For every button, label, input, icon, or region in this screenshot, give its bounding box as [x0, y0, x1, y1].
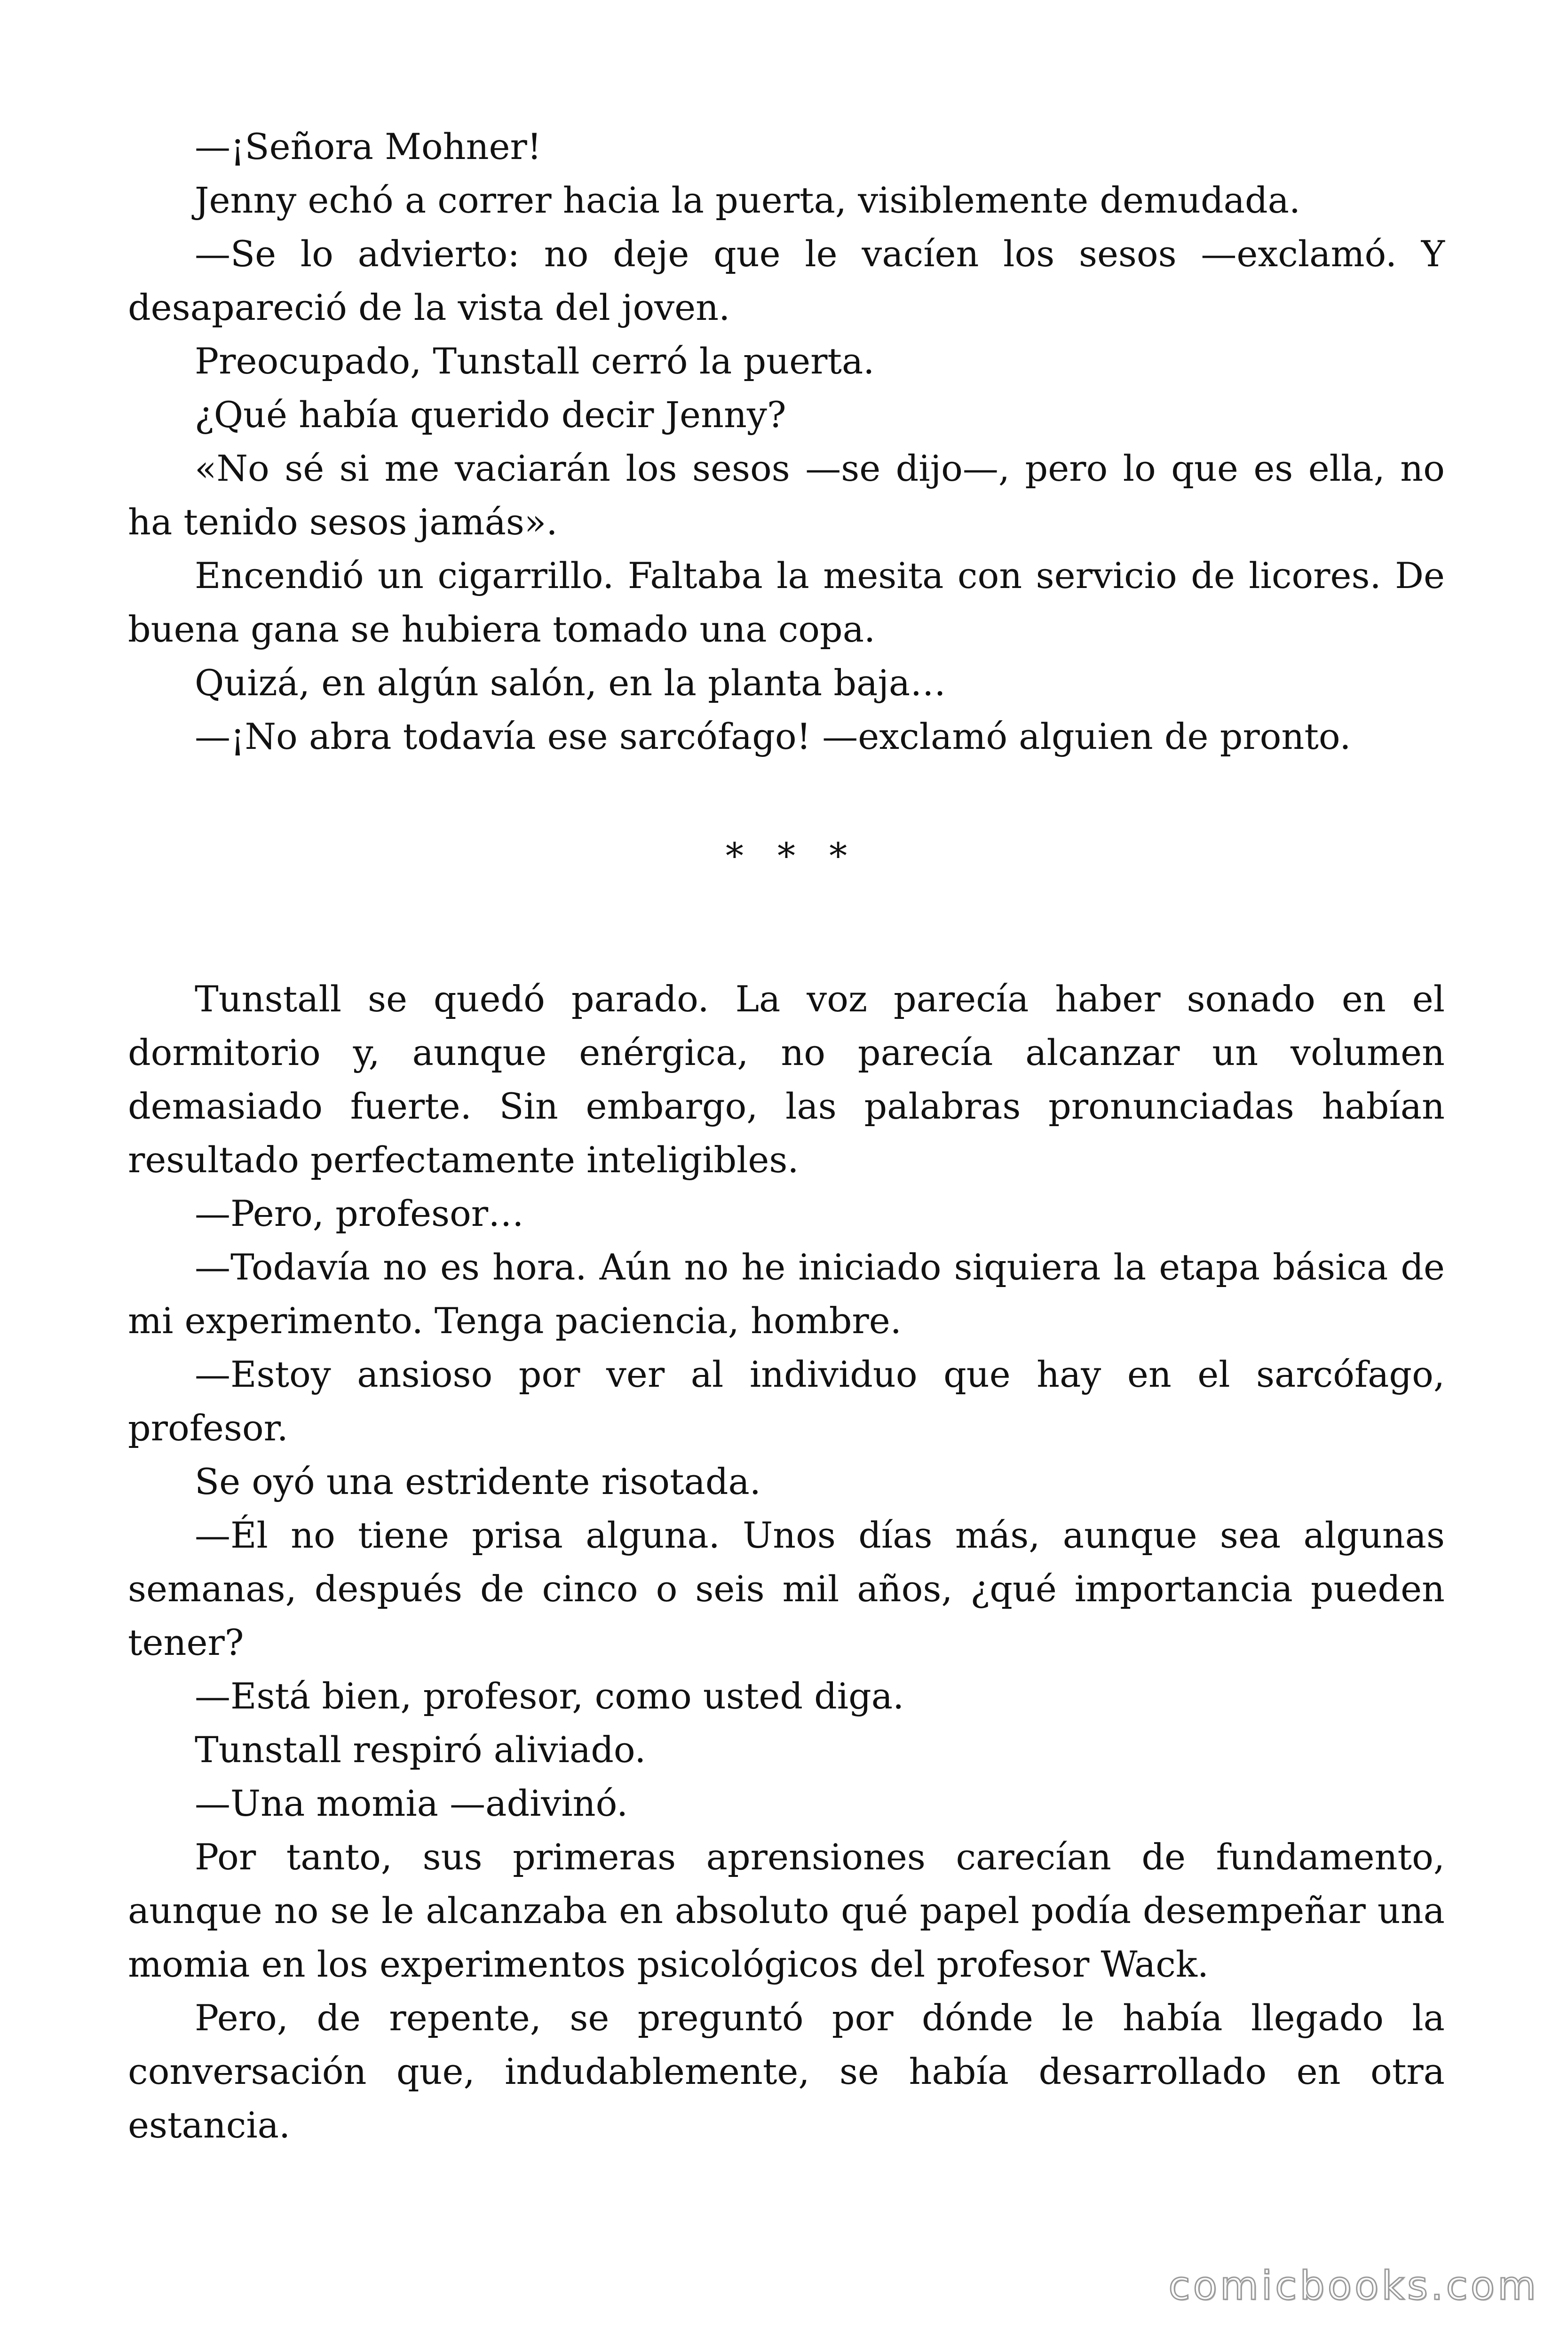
paragraph: Quizá, en algún salón, en la planta baja… — [195, 662, 946, 704]
paragraph: —¡No abra todavía ese sarcófago! —exclamó alguien de pronto. — [195, 715, 1351, 757]
paragraph: —Está bien, profesor, como usted diga. — [195, 1675, 904, 1717]
paragraph: ¿Qué había querido decir Jenny? — [195, 394, 786, 436]
paragraph: —¡Señora Mohner! — [195, 126, 542, 167]
paragraph: «No sé si me vaciarán los sesos —se dijo—, pero lo que es ella, no ha tenido sesos jamás». — [128, 447, 1445, 543]
paragraph: —Estoy ansioso por ver al individuo que hay en el sarcófago, profesor. — [128, 1353, 1445, 1449]
paragraph: —Él no tiene prisa alguna. Unos días más, aunque sea algunas semanas, después de cinco o seis mil años, ¿qué importancia pueden tener? — [128, 1514, 1445, 1663]
paragraph: Preocupado, Tunstall cerró la puerta. — [195, 340, 875, 382]
watermark: comicbooks.com — [1168, 2263, 1539, 2309]
book-page — [128, 120, 1445, 2152]
paragraph: Tunstall se quedó parado. La voz parecía haber sonado en el dormitorio y, aunque enérgica, no parecía alcanzar un volumen demasiado fuerte. Sin embargo, las palabras pronunciadas habían resultado perfectamente inteligibles. — [128, 978, 1445, 1181]
scene-break: * * * — [725, 835, 859, 877]
paragraph: —Todavía no es hora. Aún no he iniciado siquiera la etapa básica de mi experimento. Tenga paciencia, hombre. — [128, 1246, 1445, 1342]
paragraph: —Una momia —adivinó. — [195, 1782, 628, 1824]
text-section-1 — [128, 120, 1445, 763]
paragraph: Tunstall respiró aliviado. — [195, 1729, 646, 1771]
paragraph: —Pero, profesor… — [195, 1192, 524, 1234]
paragraph: Jenny echó a correr hacia la puerta, visiblemente demudada. — [195, 179, 1301, 221]
paragraph: Encendió un cigarrillo. Faltaba la mesita con servicio de licores. De buena gana se hubiera tomado una copa. — [128, 555, 1445, 650]
text-section-2 — [128, 972, 1445, 2152]
paragraph: Por tanto, sus primeras aprensiones carecían de fundamento, aunque no se le alcanzaba en absoluto qué papel podía desempeñar una momia en los experimentos psicológicos del profesor Wack. — [128, 1836, 1445, 1985]
paragraph: —Se lo advierto: no deje que le vacíen los sesos —exclamó. Y desapareció de la vista del joven. — [128, 233, 1445, 328]
paragraph: Pero, de repente, se preguntó por dónde le había llegado la conversación que, indudablemente, se había desarrollado en otra estancia. — [128, 1997, 1445, 2146]
paragraph: Se oyó una estridente risotada. — [195, 1461, 761, 1502]
